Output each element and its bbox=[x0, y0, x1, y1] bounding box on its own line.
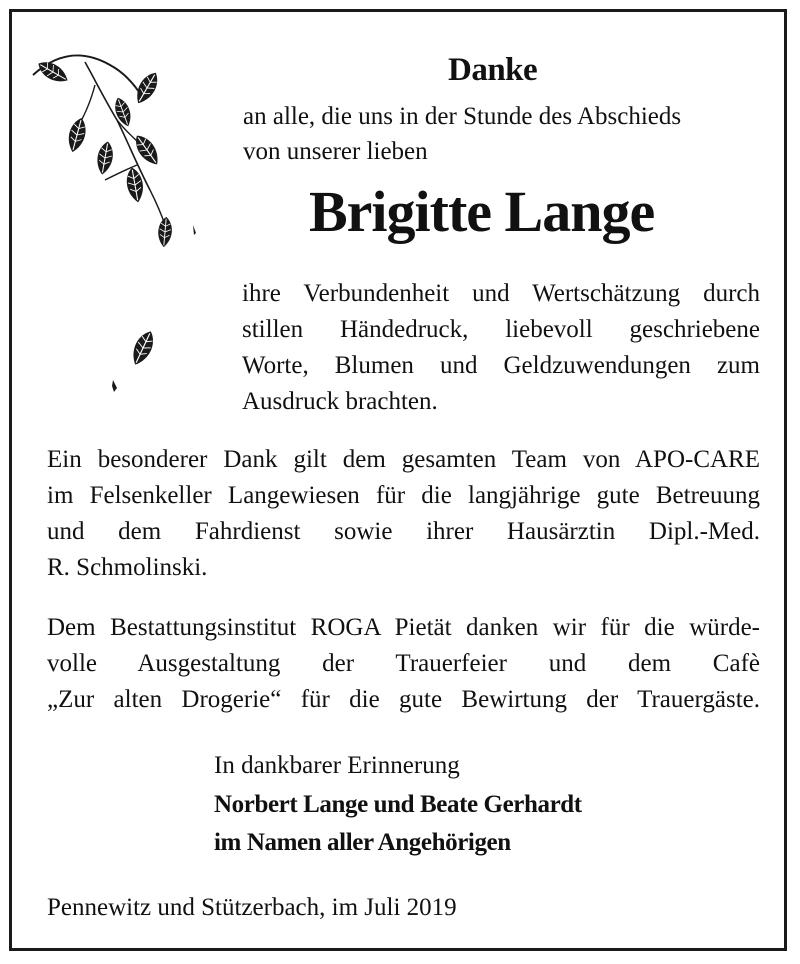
heading: Danke bbox=[448, 52, 538, 88]
paragraph-thanks bbox=[242, 276, 760, 420]
deceased-name: Brigitte Lange bbox=[309, 179, 655, 244]
birch-branch-icon bbox=[25, 40, 215, 410]
paragraph-special-thanks bbox=[47, 442, 760, 586]
text-line: ihre Verbundenheit und Wertschätzung durch bbox=[242, 280, 760, 307]
intro-line-2: von unserer lieben bbox=[243, 138, 428, 165]
place-date: Pennewitz und Stützerbach, im Juli 2019 bbox=[47, 894, 457, 921]
closing-line: In dankbarer Erinnerung bbox=[214, 752, 460, 779]
text-line: stillen Händedruck, liebevoll geschriebene bbox=[242, 316, 760, 343]
text-line: „Zur alten Drogerie“ für die gute Bewirtung der Trauergäste. bbox=[47, 686, 760, 713]
text-line: Ausdruck brachten. bbox=[242, 388, 438, 415]
text-line: R. Schmolinski. bbox=[47, 554, 208, 581]
intro-line-1: an alle, die uns in der Stunde des Abschieds bbox=[243, 103, 682, 130]
signatories-relatives: im Namen aller Angehörigen bbox=[214, 829, 511, 856]
signatories-names: Norbert Lange und Beate Gerhardt bbox=[214, 791, 582, 818]
text-line: Dem Bestattungsinstitut ROGA Pietät danken wir für die würde- bbox=[47, 614, 760, 641]
text-line: und dem Fahrdienst sowie ihrer Hausärztin Dipl.-Med. bbox=[47, 518, 760, 545]
text-line: im Felsenkeller Langewiesen für die langjährige gute Betreuung bbox=[47, 482, 760, 509]
text-line: Worte, Blumen und Geldzuwendungen zum bbox=[242, 352, 760, 379]
text-line: volle Ausgestaltung der Trauerfeier und dem Cafè bbox=[47, 650, 760, 677]
text-line: Ein besonderer Dank gilt dem gesamten Team von APO-CARE bbox=[47, 446, 760, 473]
paragraph-funeral-thanks bbox=[47, 610, 760, 718]
